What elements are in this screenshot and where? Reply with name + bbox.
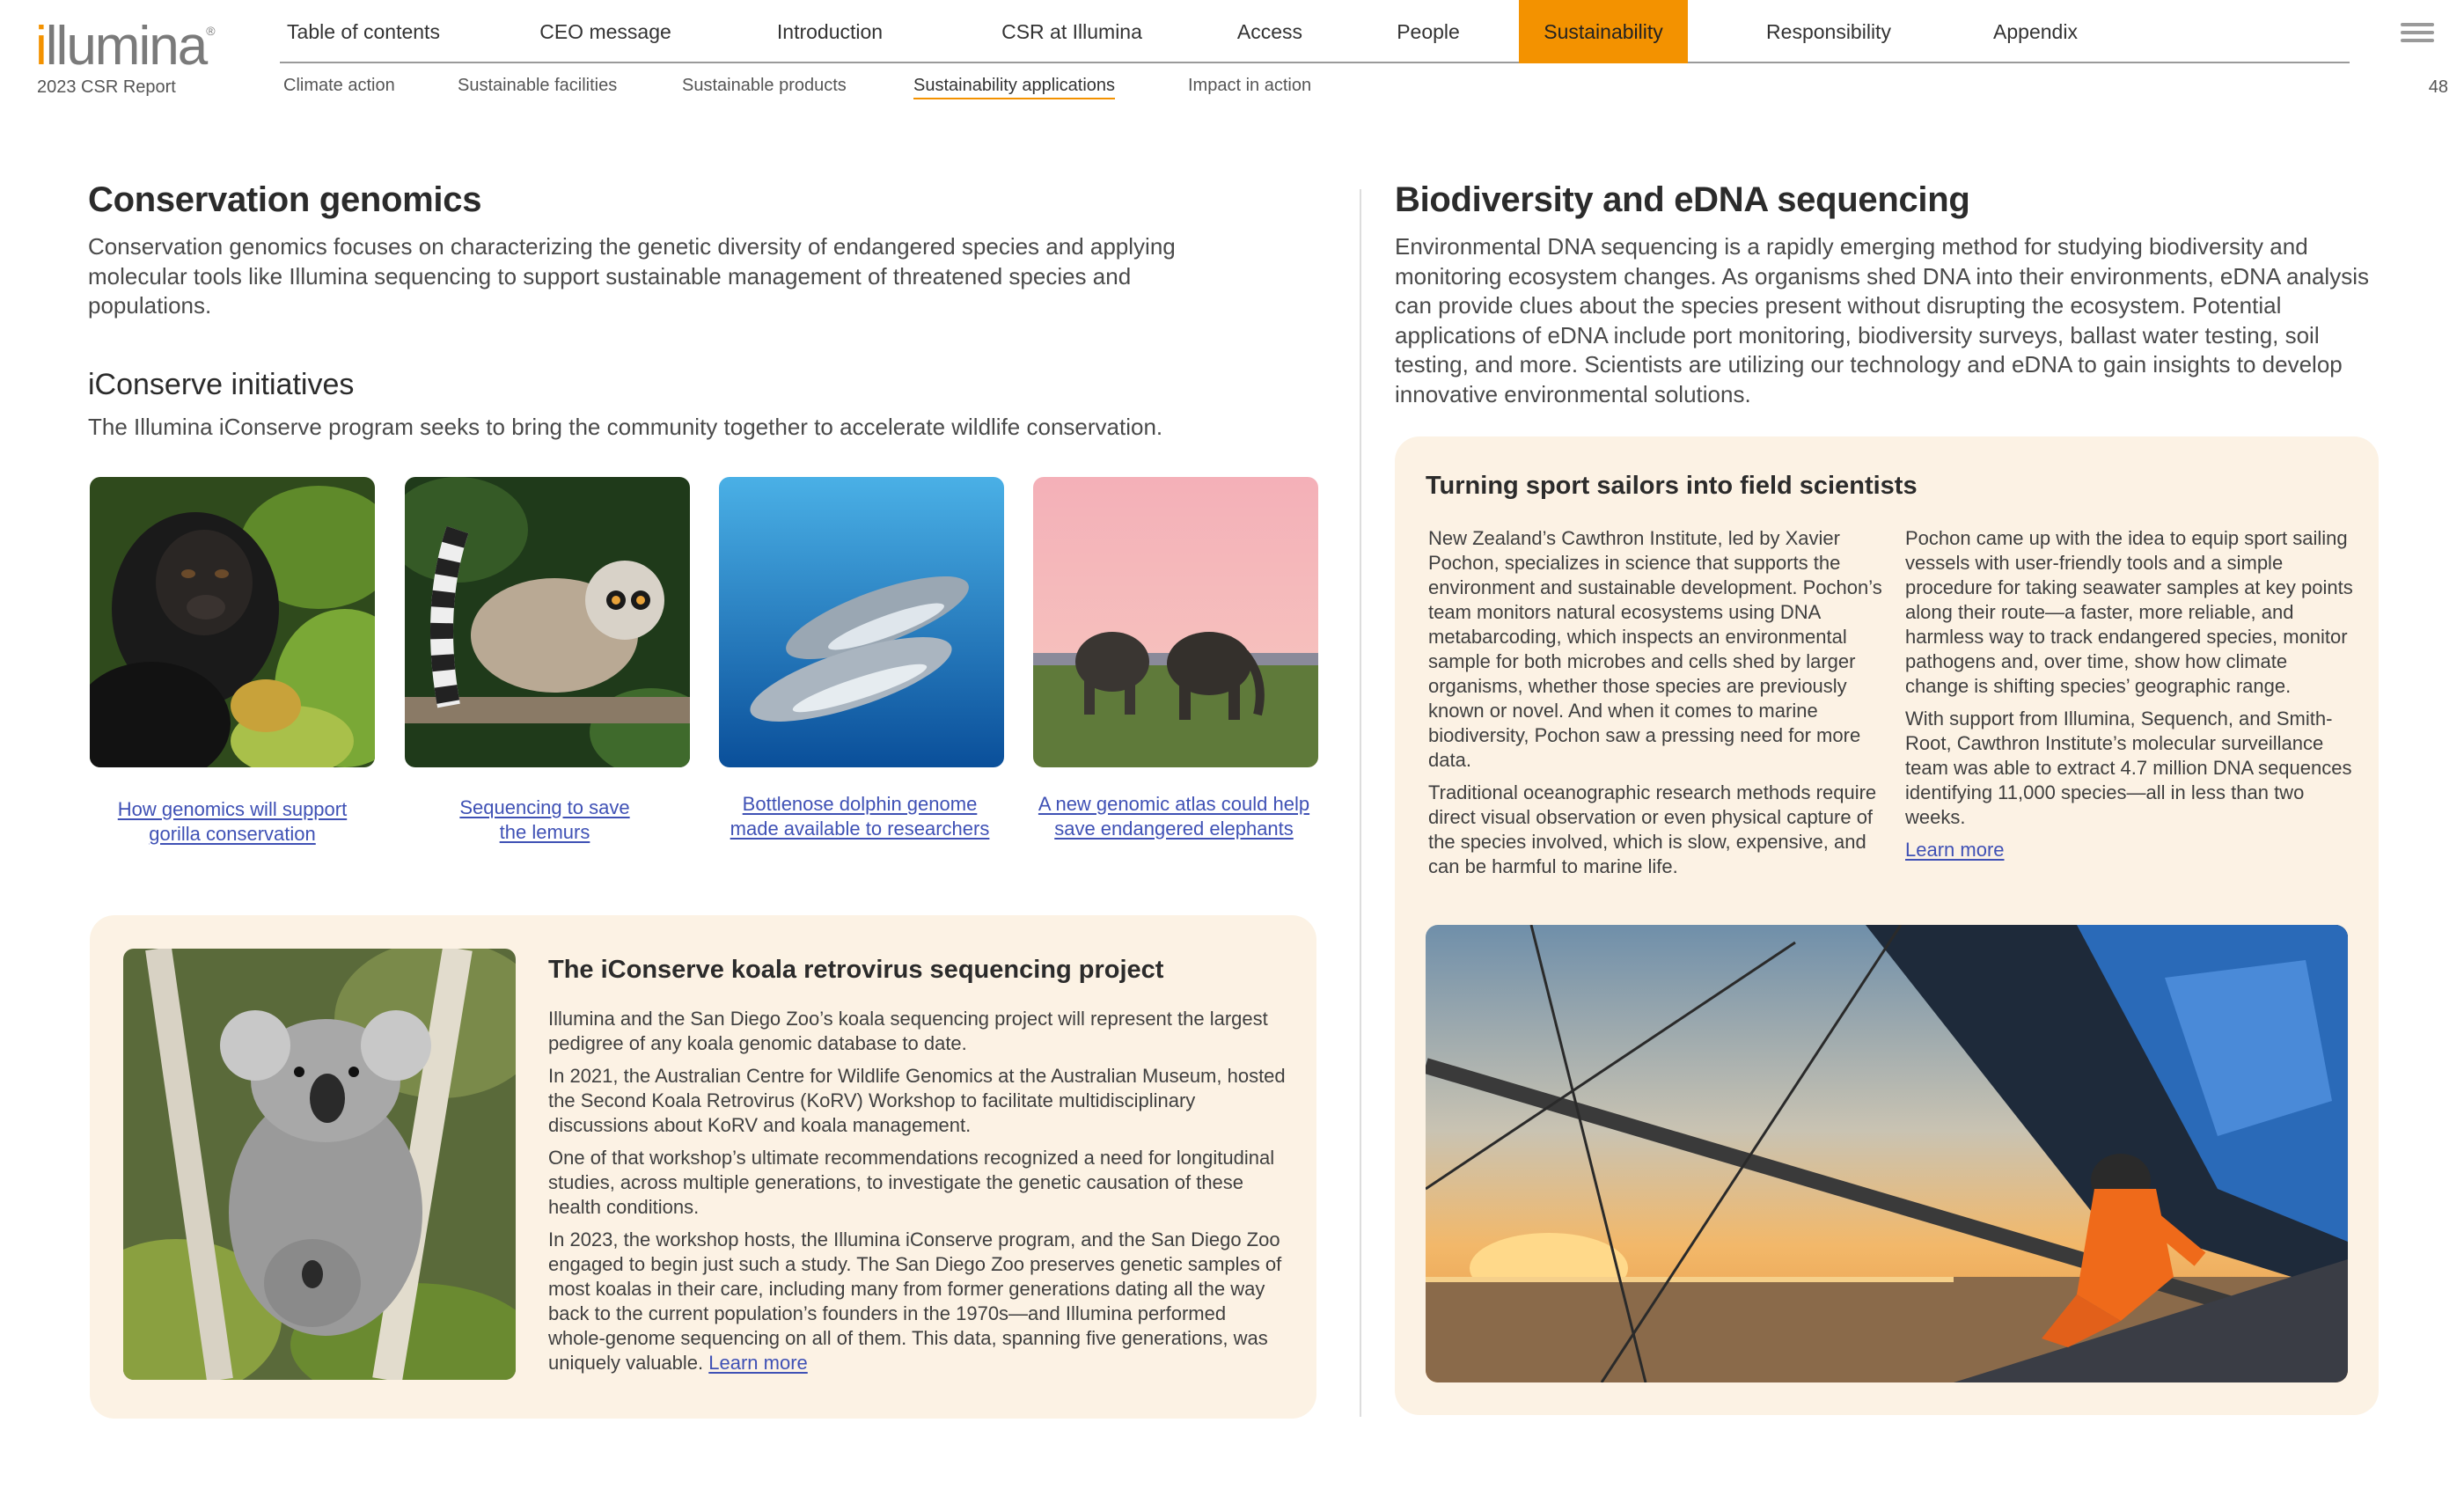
subnav-sustainability-applications[interactable]: Sustainability applications bbox=[913, 76, 1115, 99]
subnav-sustainable-products[interactable]: Sustainable products bbox=[682, 76, 847, 95]
koala-p1: Illumina and the San Diego Zoo’s koala sequencing project will represent the largest pedigree of any koala genomic database to date. bbox=[548, 1008, 1268, 1054]
sailor-c1p1: New Zealand’s Cawthron Institute, led by Xavier Pochon, specializes in science that supports the environment and sustainable development. Pochon’s team monitors natural ecosystems using DNA metabarcoding, which inspects an environmental sample for both microbes and cells shed by larger organisms, whether those species are previously known or novel. And when it comes to marine biodiversity, Pochon saw a pressing need for more data. bbox=[1428, 527, 1882, 771]
koala-learn-more-link[interactable]: Learn more bbox=[708, 1352, 808, 1374]
nav-ceo-message[interactable]: CEO message bbox=[539, 20, 671, 43]
sailor-card bbox=[1395, 436, 2379, 1415]
nav-csr-at-illumina[interactable]: CSR at Illumina bbox=[1001, 20, 1142, 43]
elephant-photo bbox=[1033, 477, 1318, 767]
hamburger-menu-icon[interactable] bbox=[2401, 23, 2434, 46]
koala-card-body bbox=[548, 1007, 1287, 1383]
sailor-card-col2 bbox=[1905, 526, 2354, 870]
nav-people[interactable]: People bbox=[1397, 20, 1460, 43]
nav-access[interactable]: Access bbox=[1236, 20, 1303, 43]
koala-card bbox=[90, 915, 1316, 1419]
column-divider bbox=[1360, 189, 1361, 1417]
sailor-learn-more-link[interactable]: Learn more bbox=[1905, 839, 2005, 861]
sailor-c2p1: Pochon came up with the idea to equip sport sailing vessels with user-friendly tools and a simple procedure for taking seawater samples at key points along their route—a faster, more reliable, and harmless way to track endangered species, monitor pathogens and, over time, show how climate change is shifting species’ geographic range. bbox=[1905, 527, 2353, 697]
sailor-card-title: Turning sport sailors into field scientists bbox=[1426, 472, 1918, 500]
iconserve-title: iConserve initiatives bbox=[88, 368, 355, 401]
koala-photo bbox=[123, 949, 516, 1380]
page-number: 48 bbox=[2428, 77, 2448, 97]
nav-table-of-contents[interactable]: Table of contents bbox=[287, 20, 440, 43]
koala-p3: One of that workshop’s ultimate recommendations recognized a need for longitudinal studies, across multiple generations, to investigate the genetic causation of these health conditions. bbox=[548, 1147, 1275, 1218]
report-label: 2023 CSR Report bbox=[37, 77, 176, 97]
sailor-photo bbox=[1426, 925, 2348, 1382]
biodiversity-title: Biodiversity and eDNA sequencing bbox=[1395, 180, 1970, 219]
gorilla-photo bbox=[90, 477, 375, 767]
nav-sustainability[interactable]: Sustainability bbox=[1519, 0, 1688, 63]
subnav-climate-action[interactable]: Climate action bbox=[283, 76, 395, 95]
sailor-c1p2: Traditional oceanographic research methods require direct visual observation or even physical capture of the species involved, which is slow, expensive, and can be harmful to marine life. bbox=[1428, 781, 1877, 877]
subnav-sustainable-facilities[interactable]: Sustainable facilities bbox=[458, 76, 618, 95]
sailor-c2p2: With support from Illumina, Sequench, and Smith-Root, Cawthron Institute’s molecular surveillance team was able to extract 4.7 million DNA sequences identifying 11,000 species—all in less than two weeks. bbox=[1905, 708, 2352, 828]
koala-p2: In 2021, the Australian Centre for Wildlife Genomics at the Australian Museum, hosted the Second Koala Retrovirus (KoRV) Workshop to facilitate multidisciplinary discussions about KoRV and koala management. bbox=[548, 1065, 1286, 1136]
subnav-impact-in-action[interactable]: Impact in action bbox=[1188, 76, 1312, 95]
koala-p4: In 2023, the workshop hosts, the Illumina iConserve program, and the San Diego Zoo engaged to begin just such a study. The San Diego Zoo preserves genetic samples of most koalas in their care, including many from former generations dating all the way back to the current population’s founders in the 1970s—and Illumina performed whole-genome sequencing on all of them. This data, spanning five generations, was uniquely valuable. bbox=[548, 1228, 1282, 1374]
dolphin-photo bbox=[719, 477, 1004, 767]
nav-responsibility[interactable]: Responsibility bbox=[1766, 20, 1891, 43]
nav-introduction[interactable]: Introduction bbox=[776, 20, 884, 43]
conservation-genomics-intro: Conservation genomics focuses on characterizing the genetic diversity of endangered species and applying molecular tools like Illumina sequencing to support sustainable management of threatened species and populations. bbox=[88, 233, 1176, 319]
biodiversity-intro: Environmental DNA sequencing is a rapidly emerging method for studying biodiversity and monitoring ecosystem changes. As organisms shed DNA into their environments, eDNA analysis can provide clues about the species present without disrupting the ecosystem. Potential applications of eDNA include port monitoring, biodiversity surveys, ballast water testing, soil testing, and more. Scientists are utilizing our technology and eDNA to gain insights to develop innovative environmental solutions. bbox=[1395, 233, 2369, 407]
sailor-card-col1 bbox=[1428, 526, 1882, 887]
nav-appendix[interactable]: Appendix bbox=[1993, 20, 2078, 43]
conservation-genomics-title: Conservation genomics bbox=[88, 180, 482, 219]
iconserve-intro: The Illumina iConserve program seeks to bring the community together to accelerate wildlife conservation. bbox=[88, 414, 1163, 440]
gorilla-link[interactable]: How genomics will support gorilla conservation bbox=[117, 798, 348, 845]
elephant-link[interactable]: A new genomic atlas could help save endangered elephants bbox=[1038, 793, 1310, 840]
koala-card-title: The iConserve koala retrovirus sequencing project bbox=[548, 956, 1164, 984]
illumina-logo[interactable]: illumina® bbox=[35, 16, 216, 77]
dolphin-link[interactable]: Bottlenose dolphin genome made available to researchers bbox=[730, 793, 990, 840]
main-nav bbox=[280, 0, 2350, 63]
lemur-link[interactable]: Sequencing to save the lemurs bbox=[459, 796, 630, 843]
lemur-photo bbox=[405, 477, 690, 767]
